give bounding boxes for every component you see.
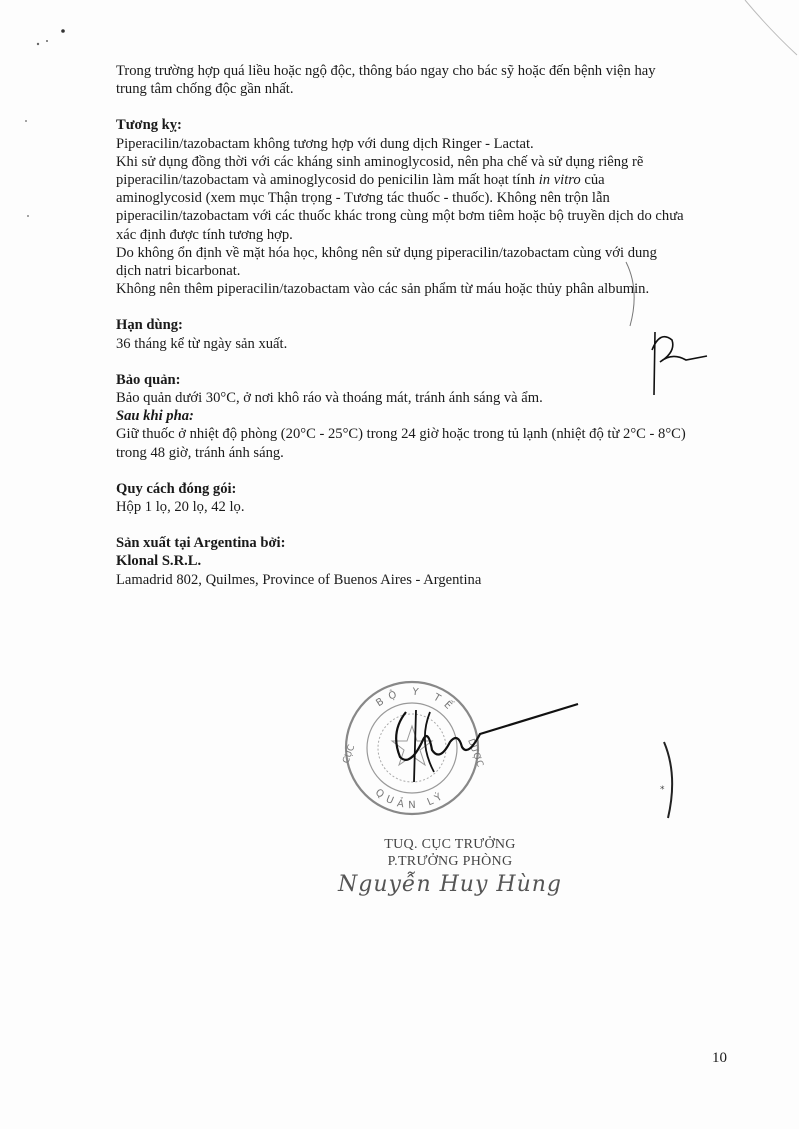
document-body [116,62,738,589]
text-line: Do không ổn định về mặt hóa học, không nên sử dụng piperacilin/tazobactam cùng với dung [116,244,657,261]
incompatibility-heading: Tương kỵ: [116,117,182,134]
manufacturer-heading: Sản xuất tại Argentina bởi: [116,535,286,552]
speck [46,40,48,42]
shelf-life-text: 36 tháng kể từ ngày sản xuất. [116,335,288,352]
stamp-inner-ring [367,703,457,793]
text-line: piperacilin/tazobactam với các thuốc khác trong cùng một bơm tiêm hoặc bộ truyền dịch do chưa [116,208,684,225]
official-stamp [330,672,590,822]
stamp-bottom-text: QUẢN LÝ [373,787,449,812]
corner-fold-line [745,0,797,55]
speck [37,43,39,45]
manufacturer-company: Klonal S.R.L. [116,553,202,570]
after-reconstitution-text [116,425,738,461]
stamp-left-text: CỤC [341,743,358,766]
emblem-icon [378,714,446,782]
page-number: 10 [712,1050,727,1066]
storage-heading: Bảo quản: [116,371,181,388]
packaging-heading: Quy cách đóng gói: [116,480,237,497]
after-reconstitution-heading: Sau khi pha: [116,408,194,425]
signature-icon [396,704,578,760]
text-line: xác định được tính tương hợp. [116,226,293,243]
speck [27,215,29,217]
text-line: piperacilin/tazobactam và aminoglycosid do penicilin làm mất hoạt tính [116,172,536,189]
signatory-title: TUQ. CỤC TRƯỞNG [384,837,516,852]
text-line: của [584,172,605,189]
stamp-outer-ring [346,682,478,814]
signatory-name: Nguyễn Huy Hùng [337,872,562,897]
text-line: dịch natri bicarbonat. [116,263,241,280]
text-line: Khi sử dụng đồng thời với các kháng sinh aminoglycosid, nên pha chế và sử dụng riêng rẽ [116,153,644,170]
in-vitro-italic: in vitro [538,172,581,189]
text-line: aminoglycosid (xem mục Thận trọng - Tương tác thuốc - thuốc). Không nên trộn lẫn [116,190,610,207]
text-line: Trong trường hợp quá liều hoặc ngộ độc, thông báo ngay cho bác sỹ hoặc đến bệnh viện hay [116,63,656,79]
signature-block [320,836,580,900]
text-line: Không nên thêm piperacilin/tazobactam vào các sản phẩm từ máu hoặc thủy phân albumin. [116,281,650,298]
stamp-top-text: BỘ Y TẾ [374,686,458,716]
signatory-position: P.TRƯỞNG PHÒNG [387,854,513,869]
storage-text: Bảo quản dưới 30°C, ở nơi khô ráo và thoáng mát, tránh ánh sáng và ẩm. [116,390,543,407]
text-line: Giữ thuốc ở nhiệt độ phòng (20°C - 25°C) trong 24 giờ hoặc trong tủ lạnh (nhiệt độ từ 2°C - 8°C) [116,426,686,443]
speck [25,120,27,122]
speck [61,29,65,33]
stamp-right-text: DƯỢC [465,737,485,769]
text-line: trong 48 giờ, tránh ánh sáng. [116,444,284,461]
text-line: Piperacilin/tazobactam không tương hợp với dung dịch Ringer - Lactat. [116,135,534,152]
text-line: trung tâm chống độc gần nhất. [116,81,294,98]
shelf-life-heading: Hạn dùng: [116,317,183,334]
incompatibility-text [116,135,738,299]
manufacturer-address: Lamadrid 802, Quilmes, Province of Buenos Aires - Argentina [116,571,482,588]
star-mark-icon: * [660,785,665,795]
overdose-text [116,62,738,98]
packaging-text: Hộp 1 lọ, 20 lọ, 42 lọ. [116,499,245,516]
side-mark-icon [664,742,672,818]
